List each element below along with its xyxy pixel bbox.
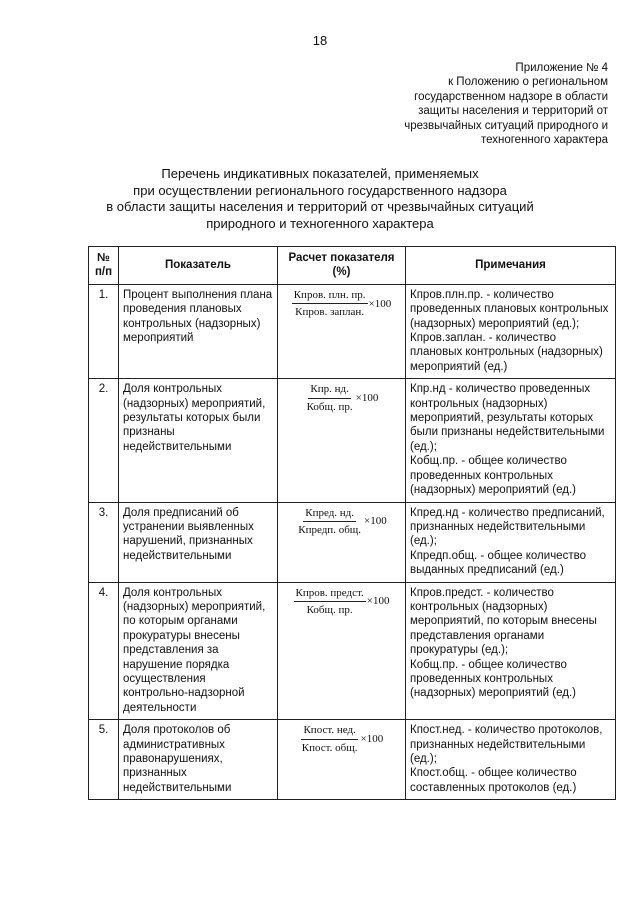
- row-notes: [406, 502, 616, 582]
- formula-numerator: Кпр. нд.: [308, 382, 350, 398]
- header-calculation: [278, 247, 406, 285]
- row-indicator: Доля контрольных (надзорных) мероприятий, результаты которых были признаны недействительными: [119, 379, 278, 502]
- table-header-row: [89, 247, 616, 285]
- appendix-line: к Положению о региональном: [448, 76, 608, 89]
- note-line: Кпров.предст. - количество контрольных (надзорных) мероприятий, по которым внесены представления органами прокуратуры (ед.);: [410, 586, 597, 657]
- row-number: 2.: [89, 379, 119, 502]
- row-formula: [278, 582, 406, 720]
- table-row: [89, 720, 616, 800]
- formula-denominator: Кобщ. пр.: [306, 603, 353, 616]
- document-title: [90, 166, 550, 232]
- title-line: природного и техногенного характера: [206, 215, 434, 231]
- formula-multiplier: ×100: [368, 297, 392, 310]
- table-row: [89, 582, 616, 720]
- header-notes: Примечания: [406, 247, 616, 285]
- formula-numerator: Кпост. нед.: [301, 723, 357, 739]
- indicators-table: [88, 246, 616, 800]
- row-notes: [406, 379, 616, 502]
- header-number-line2: п/п: [94, 266, 113, 279]
- appendix-line: государственном надзоре в области: [414, 90, 608, 103]
- header-calculation-line2: (%): [332, 266, 351, 279]
- formula-multiplier: ×100: [355, 391, 379, 404]
- formula-multiplier: ×100: [360, 732, 384, 745]
- header-number-line1: №: [97, 252, 110, 264]
- table-row: [89, 379, 616, 502]
- formula-numerator: Кпред. нд.: [303, 506, 356, 522]
- row-number: 1.: [89, 284, 119, 378]
- appendix-header: [348, 61, 608, 147]
- row-indicator: Доля предписаний об устранении выявленных нарушений, признанных недействительными: [119, 502, 278, 582]
- header-number: [89, 247, 119, 285]
- row-notes: [406, 720, 616, 800]
- note-line: Кобщ.пр. - общее количество проведенных контрольных (надзорных) мероприятий (ед.): [410, 455, 576, 497]
- row-indicator: Доля контрольных (надзорных) мероприятий, по которым органами прокуратуры внесены представления за нарушение порядка осуществления контрольно-надзорной деятельности: [119, 582, 278, 720]
- row-notes: [406, 582, 616, 720]
- formula-denominator: Кпров. заплан.: [295, 306, 365, 319]
- note-line: Кпров.плн.пр. - количество проведенных плановых контрольных (надзорных) мероприятий (ед.);: [410, 288, 609, 330]
- formula-denominator: Кпост. общ.: [301, 741, 358, 754]
- row-formula: [278, 379, 406, 502]
- note-line: Кпред.нд - количество предписаний, признанных недействительными (ед.);: [410, 506, 605, 548]
- formula-multiplier: ×100: [366, 595, 390, 608]
- header-indicator: Показатель: [119, 247, 278, 285]
- row-formula: [278, 720, 406, 800]
- row-notes: [406, 284, 616, 378]
- table-row: [89, 502, 616, 582]
- header-calculation-line1: Расчет показателя: [288, 252, 395, 264]
- note-line: Кпредп.общ. - общее количество выданных предписаний (ед.): [410, 549, 586, 577]
- title-line: при осуществлении регионального государственного надзора: [133, 182, 507, 198]
- row-indicator: Доля протоколов об административных правонарушениях, признанных недействительными: [119, 720, 278, 800]
- row-formula: [278, 284, 406, 378]
- note-line: Кпост.общ. - общее количество составленных протоколов (ед.): [410, 767, 577, 794]
- note-line: Кпр.нд - количество проведенных контрольных (надзорных) мероприятий, результаты которых были признаны недействительными (ед.);: [410, 383, 605, 453]
- row-number: 5.: [89, 720, 119, 800]
- appendix-line: чрезвычайных ситуаций природного и: [404, 119, 608, 132]
- row-indicator: Процент выполнения плана проведения плановых контрольных (надзорных) мероприятий: [119, 284, 278, 378]
- page-number: 18: [312, 33, 328, 48]
- title-line: в области защиты населения и территорий от чрезвычайных ситуаций: [106, 199, 534, 214]
- note-line: Кпров.заплан. - количество плановых контрольных (надзорных) мероприятий (ед.): [410, 332, 603, 373]
- formula-denominator: Кпредп. общ.: [298, 523, 362, 536]
- row-number: 4.: [89, 582, 119, 720]
- formula-denominator: Кобщ. пр.: [306, 400, 353, 413]
- formula-numerator: Кпров. плн. пр.: [292, 288, 368, 304]
- formula-multiplier: ×100: [364, 515, 387, 528]
- note-line: Кобщ.пр. - общее количество проведенных контрольных (надзорных) мероприятий (ед.): [410, 658, 576, 700]
- appendix-line: защиты населения и территорий от: [418, 105, 608, 118]
- title-line: Перечень индикативных показателей, применяемых: [161, 166, 479, 181]
- appendix-line: Приложение № 4: [515, 62, 608, 74]
- note-line: Кпост.нед. - количество протоколов, признанных недействительными (ед.);: [410, 724, 603, 765]
- appendix-line: техногенного характера: [480, 134, 608, 147]
- row-formula: [278, 502, 406, 582]
- table-row: [89, 284, 616, 378]
- row-number: 3.: [89, 502, 119, 582]
- formula-numerator: Кпров. предст.: [294, 586, 366, 602]
